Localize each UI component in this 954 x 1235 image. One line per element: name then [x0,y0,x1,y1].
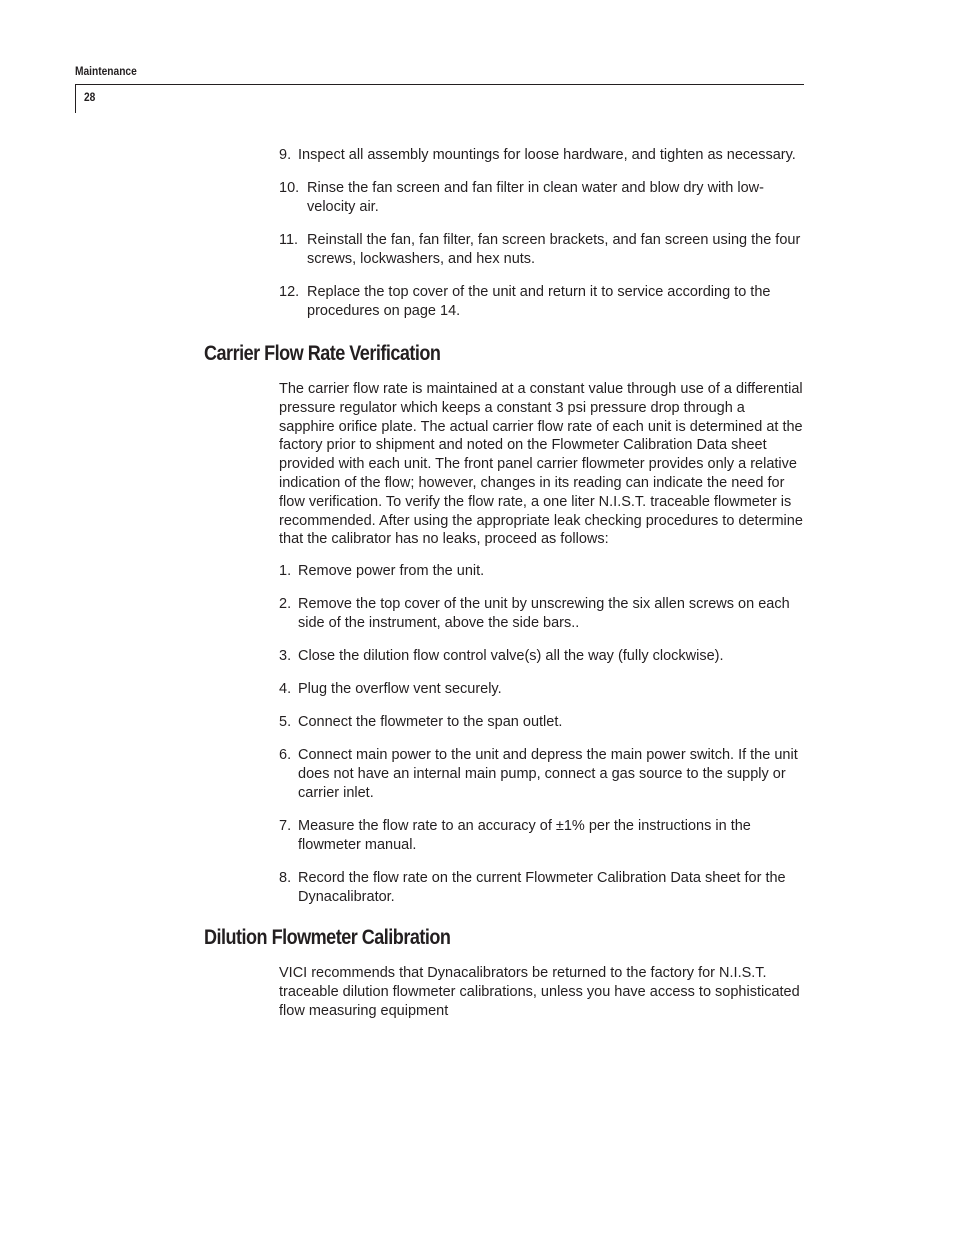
list-item-number: 8. [279,869,292,886]
list-item-number: 11. [279,231,299,248]
list-item [279,647,809,666]
list-item-text: Remove power from the unit. [298,563,485,579]
list-item-number: 10. [279,180,300,197]
list-item-number: 5. [279,714,292,731]
list-item [279,817,809,855]
list-item-number: 3. [279,647,292,664]
list-item [279,146,809,165]
list-item [279,713,809,732]
list-item [279,746,809,802]
list-item [279,231,809,269]
list-item-number: 2. [279,596,292,613]
carrier-flow-steps [279,562,809,921]
header-rule [75,84,804,85]
running-head: Maintenance [75,64,137,78]
list-item-number: 7. [279,817,292,834]
list-item-text: Record the flow rate on the current Flowmeter Calibration Data sheet for the Dynacalibrator. [298,869,786,905]
list-item-text: Reinstall the fan, fan filter, fan screen brackets, and fan screen using the four screws, lockwashers, and hex nuts. [307,231,801,267]
list-item-text: Inspect all assembly mountings for loose hardware, and tighten as necessary. [298,147,796,163]
section-heading-dilution-flowmeter: Dilution Flowmeter Calibration [204,926,451,949]
list-item-text: Plug the overflow vent securely. [298,681,502,698]
list-item-number: 12. [279,283,300,300]
section-heading-carrier-flow: Carrier Flow Rate Verification [204,342,441,365]
list-item-text: Connect the flowmeter to the span outlet. [298,714,563,731]
page-number: 28 [84,90,96,104]
list-item [279,562,809,581]
dilution-flowmeter-paragraph: VICI recommends that Dynacalibrators be returned to the factory for N.I.S.T. traceable dilution flowmeter calibrations, unless you have access to sophisticated flow measuring equipment [279,965,800,1019]
list-item-text: Measure the flow rate to an accuracy of ±1% per the instructions in the flowmeter manual. [298,817,751,853]
list-item [279,595,809,633]
list-item-text: Close the dilution flow control valve(s) all the way (fully clockwise). [298,647,724,664]
list-item-number: 4. [279,681,292,698]
list-item-text: Replace the top cover of the unit and return it to service according to the procedures on page 14. [307,283,771,319]
list-item [279,179,809,217]
continued-list [279,146,809,335]
list-item-text: Connect main power to the unit and depress the main power switch. If the unit does not have an internal main pump, connect a gas source to the supply or carrier inlet. [298,747,798,801]
list-item [279,869,809,907]
header-rule-vertical [75,84,76,113]
list-item [279,283,809,321]
list-item [279,680,809,699]
list-item-text: Rinse the fan screen and fan filter in clean water and blow dry with low-velocity air. [307,180,764,215]
list-item-number: 6. [279,747,292,764]
carrier-flow-paragraph: The carrier flow rate is maintained at a constant value through use of a differential pressure regulator which keeps a constant 3 psi pressure drop through a sapphire orifice plate. The actual carrier flow rate of each unit is determined at the factory prior to shipment and noted on the Flowmeter Calibration Data sheet provided with each unit. The front panel carrier flowmeter provides only a relative indication of the flow; however, changes in its reading can indicate the need for flow verification. To verify the flow rate, a one liter N.I.S.T. traceable flowmeter is recommended. After using the appropriate leak checking procedures to determine that the calibrator has no leaks, proceed as follows: [279,381,803,548]
list-item-text: Remove the top cover of the unit by unscrewing the six allen screws on each side of the instrument, above the side bars.. [298,596,790,631]
list-item-number: 1. [279,563,292,579]
list-item-number: 9. [279,147,292,163]
